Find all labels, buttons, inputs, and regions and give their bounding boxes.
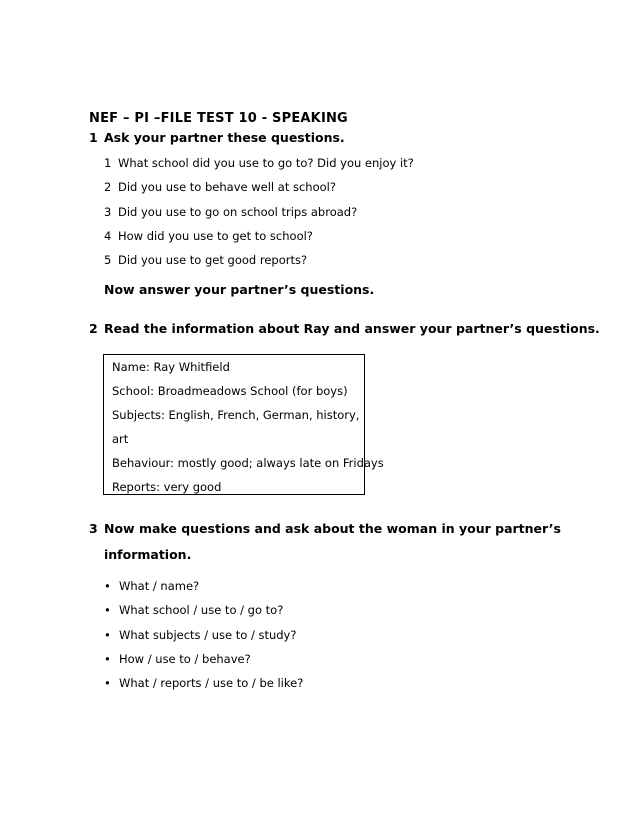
bullet-icon: • xyxy=(104,579,111,593)
question-text: Did you use to go on school trips abroad? xyxy=(118,204,358,219)
question-number: 1 xyxy=(104,156,112,170)
list-item xyxy=(104,228,414,252)
info-school: School: Broadmeadows School (for boys) xyxy=(112,384,348,398)
bullet-icon: • xyxy=(104,603,111,618)
bullet-icon: • xyxy=(104,676,111,691)
now-answer-instruction: Now answer your partner’s questions. xyxy=(104,282,375,297)
question-text: Did you use to behave well at school? xyxy=(118,180,336,195)
list-item xyxy=(104,651,303,675)
list-item xyxy=(104,627,303,651)
info-subjects: Subjects: English, French, German, history, xyxy=(112,408,360,422)
question-text: What school did you use to go to? Did you enjoy it? xyxy=(118,156,414,170)
list-item xyxy=(104,578,303,602)
section-heading-text: Ask your partner these questions. xyxy=(104,130,345,145)
prompt-list xyxy=(104,578,303,699)
section-number: 3 xyxy=(89,521,98,536)
question-text: How did you use to get to school? xyxy=(118,228,313,243)
list-item xyxy=(104,602,303,626)
info-name: Name: Ray Whitfield xyxy=(112,360,230,374)
section-2-heading xyxy=(89,321,600,336)
prompt-text: What school / use to / go to? xyxy=(119,603,284,618)
prompt-text: How / use to / behave? xyxy=(119,651,251,666)
prompt-text: What subjects / use to / study? xyxy=(119,627,297,642)
bullet-icon: • xyxy=(104,627,111,642)
info-reports: Reports: very good xyxy=(112,480,222,494)
section-1-heading xyxy=(89,130,345,145)
list-item xyxy=(104,675,303,699)
prompt-text: What / reports / use to / be like? xyxy=(119,676,304,691)
section-number: 1 xyxy=(89,130,98,145)
list-item xyxy=(104,179,414,203)
section-heading-text: Read the information about Ray and answer your partner’s questions. xyxy=(104,321,600,336)
question-number: 5 xyxy=(104,253,112,268)
section-number: 2 xyxy=(89,321,98,336)
info-subjects-cont: art xyxy=(112,432,129,446)
prompt-text: What / name? xyxy=(119,579,200,593)
question-number: 3 xyxy=(104,204,112,219)
section-heading-text: Now make questions and ask about the woman in your partner’s xyxy=(104,521,561,536)
section-3-heading-cont: information. xyxy=(104,547,192,562)
list-item xyxy=(104,252,414,276)
question-text: Did you use to get good reports? xyxy=(118,253,308,268)
page-title: NEF – PI –FILE TEST 10 - SPEAKING xyxy=(89,111,348,126)
info-behaviour: Behaviour: mostly good; always late on Fridays xyxy=(112,456,384,470)
section-3-heading xyxy=(89,521,561,536)
list-item xyxy=(104,155,414,179)
bullet-icon: • xyxy=(104,651,111,666)
ray-info-box xyxy=(103,354,384,495)
list-item xyxy=(104,204,414,228)
question-number: 2 xyxy=(104,180,112,195)
question-number: 4 xyxy=(104,228,112,243)
question-list xyxy=(104,155,414,276)
